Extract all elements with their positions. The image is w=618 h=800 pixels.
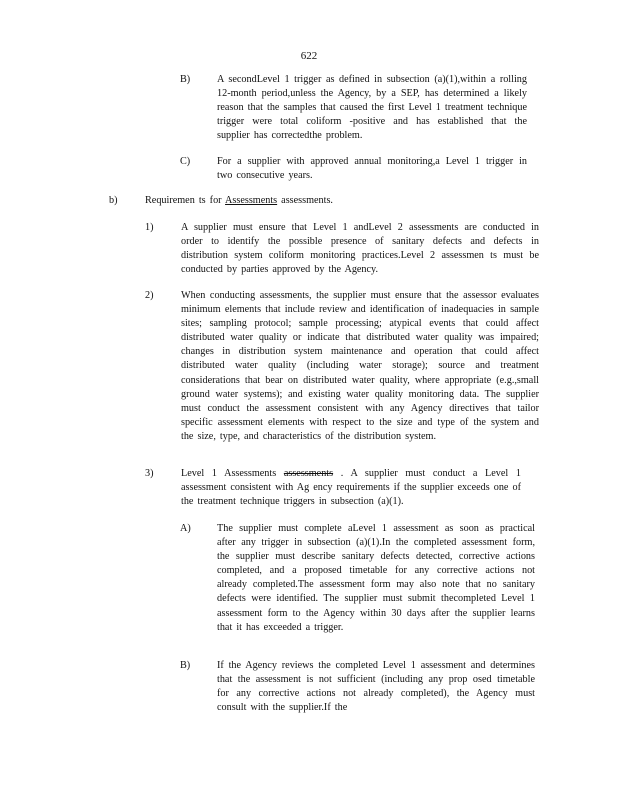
- heading-text: Requiremen ts for: [145, 195, 226, 206]
- item-text-2: When conducting assessments, the supplier must ensure that the assessor evaluates minimum elements that include review and identification of inadequacies in sample sites; sampling protocol; sample processing; atypical events that could affect distributed water quality or indicate that distributed water quality was impaired; changes in distribution system maintenance and operation that could affect distributed water quality (including water storage); source and treatment considerations that bear on distributed water quality, where appropriate (e.g.,small ground water systems); and existing water quality monitoring data. The supplier must conduct the assessment consistent with any Agency directives that tailor specific assessment elements with respect to the size and type of the system and the size, type, and characteristics of the distribution system.: [181, 290, 539, 442]
- item-label-3: 3): [145, 468, 154, 479]
- page-number: 622: [300, 50, 318, 62]
- heading-underlined-text: Assessments: [225, 195, 278, 206]
- item-text-c-upper: For a supplier with approved annual monitoring,a Level 1 trigger in two consecutive years.: [217, 156, 527, 182]
- item-text-1: A supplier must ensure that Level 1 andLevel 2 assessments are conducted in order to identify the possible presence of sanitary defects and defects in distribution system coliform monitoring practices.Level 2 assessmen ts must be conducted by parties approved by the Agency.: [181, 222, 539, 276]
- heading-text-after: assessments.: [277, 195, 333, 206]
- item-3-rest: . A supplier must conduct a Level 1 assessment consistent with Ag ency requirements if the supplier exceeds one of the treatment technique triggers in subsection (a)(1).: [181, 468, 522, 508]
- item-text-b-lower: If the Agency reviews the completed Level 1 assessment and determines that the assessment is not sufficient (including any prop osed timetable for any corrective actions not already completed), the Agency must consult with the supplier.If the: [217, 660, 535, 714]
- item-label-c-upper: C): [180, 156, 191, 167]
- section-label-b: b): [109, 195, 118, 206]
- item-label-b-lower: B): [180, 660, 191, 671]
- section-heading-b: [145, 194, 405, 208]
- item-3-struck-text: assessments: [283, 468, 334, 479]
- item-text-b-upper: A secondLevel 1 trigger as defined in subsection (a)(1),within a rolling 12-month period,unless the Agency, by a SEP, has determined a likely reason that the samples that caused the first Level 1 treatment technique trigger were total coliform -positive and has established that the supplier has correctedthe problem.: [217, 74, 527, 142]
- item-label-1: 1): [145, 222, 154, 233]
- item-3-lead: Level 1 Assessments: [181, 468, 284, 479]
- item-text-3: [181, 467, 521, 509]
- item-label-a-lower: A): [180, 523, 191, 534]
- item-label-2: 2): [145, 290, 154, 301]
- item-text-a-lower: The supplier must complete aLevel 1 assessment as soon as practical after any trigger in subsection (a)(1).In the completed assessment form, the supplier must describe sanitary defects detected, corrective actions completed, and a proposed timetable for any corrective actions not already completed.The assessment form may also note that no sanitary defects were identified. The supplier must submit thecompleted Level 1 assessment form to the Agency within 30 days after the supplier learns that it has exceeded a trigger.: [217, 523, 535, 633]
- item-label-b-upper: B): [180, 74, 191, 85]
